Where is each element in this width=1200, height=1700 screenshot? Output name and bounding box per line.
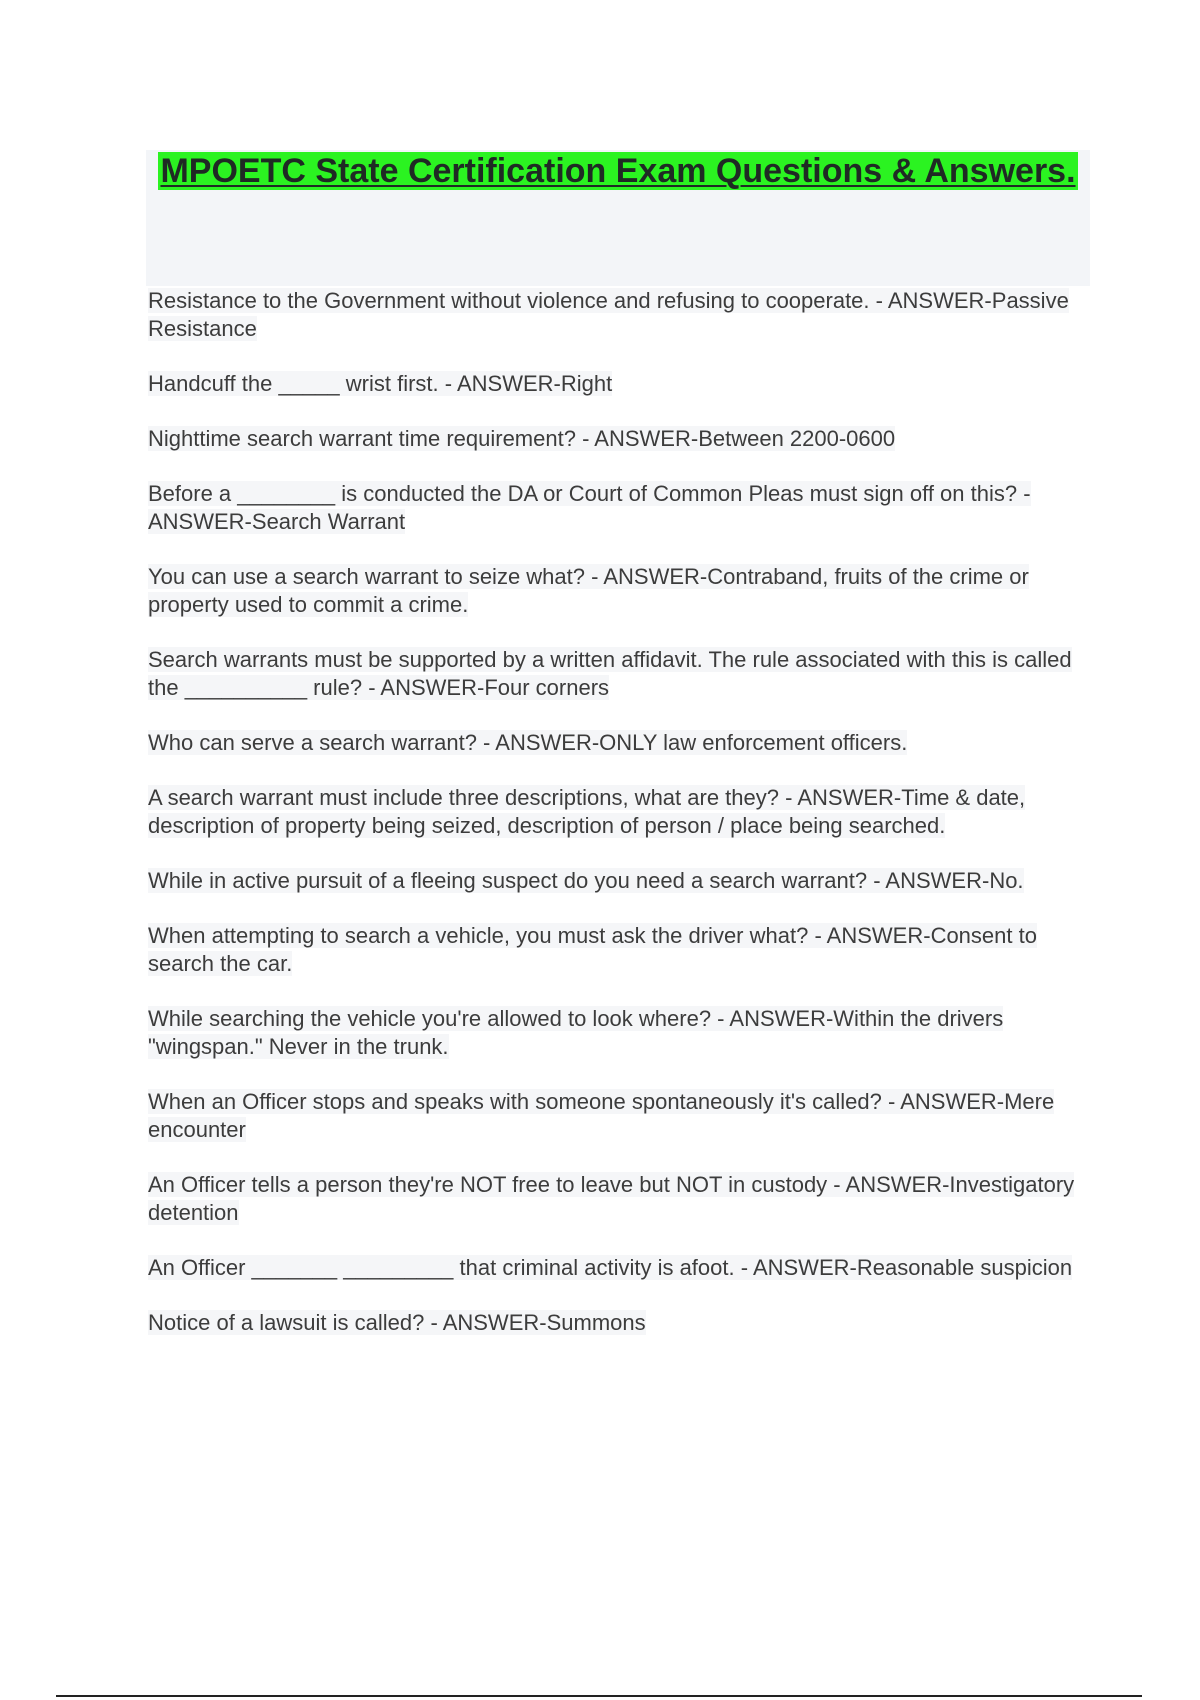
answer-text: Between 2200-0600 [698,426,896,451]
qa-item [148,729,1088,757]
answer-separator: - ANSWER- [808,923,931,948]
answer-text: Summons [546,1310,646,1335]
question-text: When attempting to search a vehicle, you must ask the driver what? [148,923,809,948]
answer-separator: - ANSWER- [734,1255,857,1280]
qa-item [148,287,1088,343]
footer-rule [56,1695,1142,1697]
answer-text: No. [989,868,1024,893]
question-text: Notice of a lawsuit is called? [148,1310,425,1335]
answer-separator: - ANSWER- [881,1089,1005,1114]
qa-item [148,646,1088,702]
answer-text: Time & date, description of property being seized, description of person / place being searched. [148,785,1026,838]
question-text: An Officer tells a person they're NOT free to leave but NOT in custody [148,1172,828,1197]
answer-text: Contraband, fruits of the crime or property used to commit a crime. [148,564,1029,617]
answer-separator: - ANSWER- [575,426,699,451]
answer-separator: - ANSWER- [476,730,600,755]
answer-text: Investigatory detention [148,1172,1075,1225]
title-highlight: MPOETC State Certification Exam Questions & Answers. [160,152,1076,190]
qa-item [148,1088,1088,1144]
answer-text: Reasonable suspicion [856,1255,1073,1280]
question-text: Handcuff the _____ wrist first. [148,371,439,396]
question-text: A search warrant must include three descriptions, what are they? [148,785,779,810]
answer-text: Within the drivers "wingspan." Never in the trunk. [148,1006,1004,1059]
answer-text: Four corners [484,675,610,700]
page-title [146,150,1090,192]
question-text: An Officer _______ _________ that criminal activity is afoot. [148,1255,735,1280]
answer-separator: - ANSWER- [779,785,902,810]
question-text: When an Officer stops and speaks with someone spontaneously it's called? [148,1089,882,1114]
question-text: Nighttime search warrant time requirement? [148,426,576,451]
qa-item [148,563,1088,619]
question-text: While searching the vehicle you're allowed to look where? [148,1006,712,1031]
qa-item [148,922,1088,978]
answer-separator: - ANSWER- [424,1310,547,1335]
question-text: Search warrants must be supported by a written affidavit. The rule associated with this is called the __________ rule? [148,647,1072,700]
answer-text: Mere encounter [148,1089,1055,1142]
qa-item [148,480,1088,536]
answer-text: ONLY law enforcement officers. [599,730,908,755]
qa-item [148,1309,1088,1337]
question-text: Before a ________ is conducted the DA or Court of Common Pleas must sign off on this? [148,481,1018,506]
answer-text: Search Warrant [251,509,406,534]
answer-separator: - ANSWER- [869,288,992,313]
answer-separator: - ANSWER- [148,481,1031,534]
answer-text: Right [560,371,613,396]
answer-separator: - ANSWER- [362,675,485,700]
question-text: Who can serve a search warrant? [148,730,477,755]
answer-text: Consent to search the car. [148,923,1037,976]
answer-separator: - ANSWER- [867,868,990,893]
qa-item [148,425,1088,453]
qa-item [148,784,1088,840]
qa-item [148,1171,1088,1227]
answer-separator: - ANSWER- [711,1006,834,1031]
qa-item [148,1254,1088,1282]
qa-list [148,287,1088,1364]
question-text: Resistance to the Government without violence and refusing to cooperate. [148,288,870,313]
answer-separator: - ANSWER- [585,564,708,589]
question-text: You can use a search warrant to seize what? [148,564,586,589]
qa-item [148,1005,1088,1061]
qa-item [148,867,1088,895]
qa-item [148,370,1088,398]
answer-separator: - ANSWER- [827,1172,950,1197]
answer-text: Passive Resistance [148,288,1069,341]
question-text: While in active pursuit of a fleeing suspect do you need a search warrant? [148,868,868,893]
answer-separator: - ANSWER- [438,371,561,396]
